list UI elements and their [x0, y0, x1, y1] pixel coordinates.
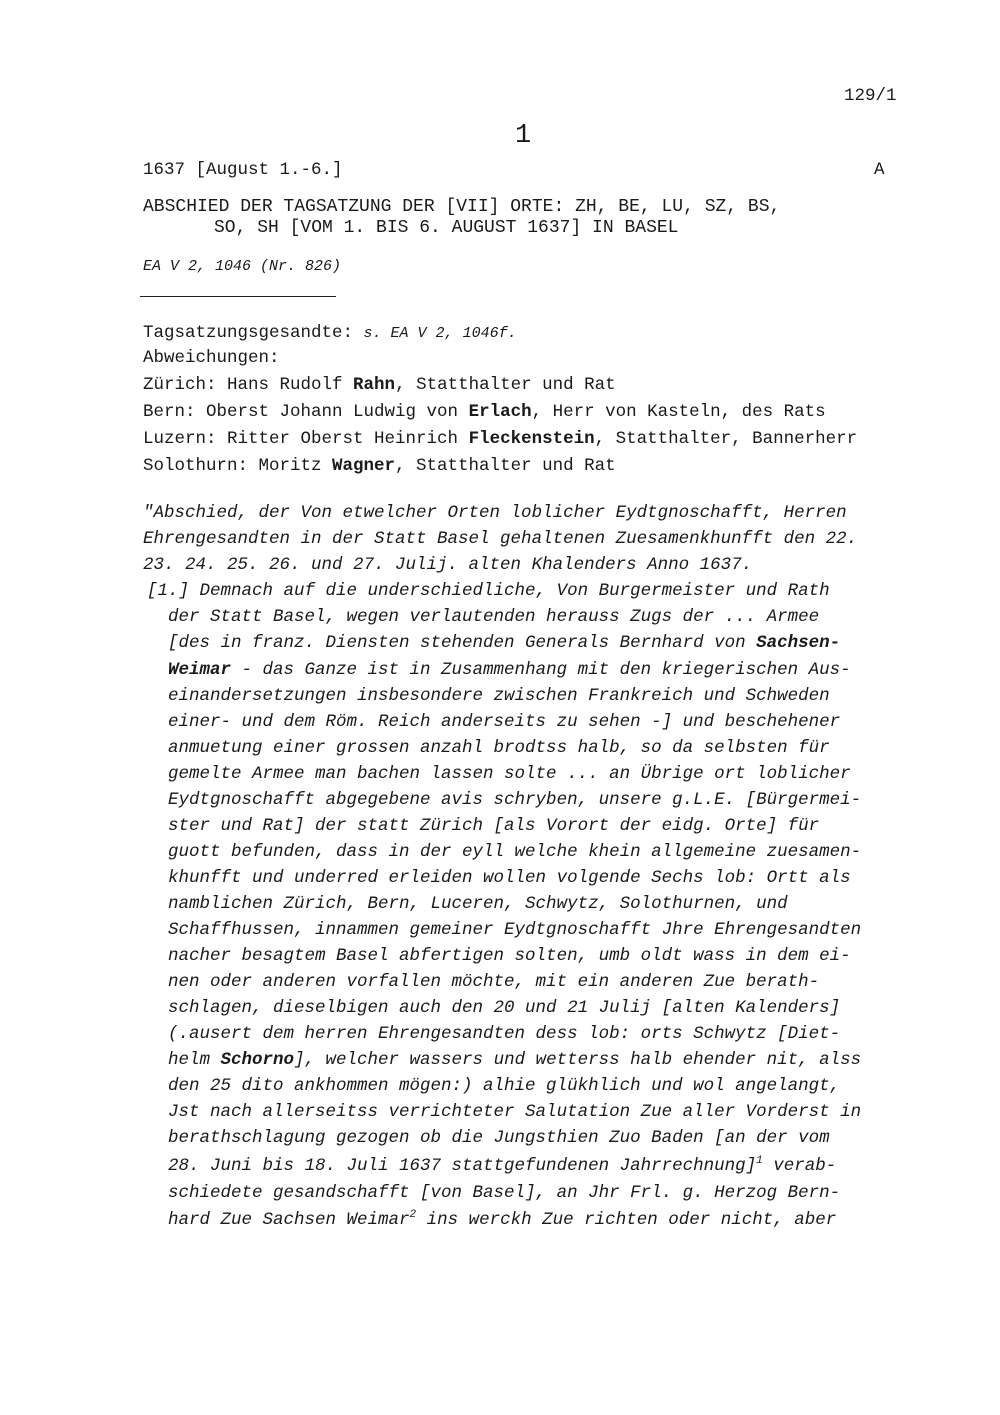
delegate-name: Erlach: [468, 402, 532, 422]
body-text: ins werckh Zue richten oder nicht, aber: [416, 1210, 837, 1230]
delegate-name: Fleckenstein: [468, 429, 595, 449]
delegate-text: , Statthalter und Rat: [395, 456, 616, 476]
deviations-label: Abweichungen:: [143, 348, 280, 368]
body-line: schlagen, dieselbigen auch den 20 und 21 Julij [alten Kalenders]: [168, 998, 841, 1018]
body-line: Schaffhussen, innammen gemeiner Eydtgnoschafft Jhre Ehrengesandten: [168, 920, 862, 940]
body-line: "Abschied, der Von etwelcher Orten loblicher Eydtgnoschafft, Herren: [143, 503, 847, 523]
delegate-name: Wagner: [332, 456, 396, 476]
divider-rule: [140, 296, 336, 297]
body-text: helm: [168, 1050, 221, 1070]
page-reference: 129/1: [844, 86, 897, 106]
body-line: schiedete gesandschafft [von Basel], an Jhr Frl. g. Herzog Bern-: [168, 1183, 841, 1203]
delegate-text: , Statthalter, Bannerherr: [594, 429, 858, 449]
body-line: nen oder anderen vorfallen möchte, mit ein anderen Zue berath-: [168, 972, 820, 992]
delegates-label: Tagsatzungsgesandte:: [143, 323, 364, 343]
delegate-entry: [143, 375, 616, 395]
body-line: [168, 1050, 861, 1070]
body-line: ster und Rat] der statt Zürich [als Vorort der eidg. Orte] für: [168, 816, 820, 836]
body-text: 28. Juni bis 18. Juli 1637 stattgefundenen Jahrrechnung]: [168, 1156, 757, 1176]
body-line: [1.] Demnach auf die underschiedliche, Von Burgermeister und Rath: [147, 581, 830, 601]
delegate-text: Luzern: Ritter Oberst Heinrich: [143, 429, 469, 449]
source-reference: EA V 2, 1046 (Nr. 826): [143, 258, 342, 275]
delegate-text: , Herr von Kasteln, des Rats: [531, 402, 826, 422]
body-line: der Statt Basel, wegen verlautenden herauss Zugs der ... Armee: [168, 607, 820, 627]
body-text: ], welcher wassers und wetterss halb ehender nit, alss: [294, 1050, 862, 1070]
body-line: Jst nach allerseitss verrichteter Salutation Zue aller Vorderst in: [168, 1102, 862, 1122]
title-line-2: SO, SH [VOM 1. BIS 6. AUGUST 1637] IN BASEL: [214, 218, 679, 238]
body-line: nacher besagtem Basel abfertigen solten, umb oldt wass in dem ei-: [168, 946, 851, 966]
document-number: 1: [515, 121, 532, 151]
body-line: gemelte Armee man bachen lassen solte ... an Übrige ort loblicher: [168, 764, 851, 784]
delegate-entry: [143, 456, 616, 476]
body-line: guott befunden, dass in der eyll welche khein allgemeine zuesamen-: [168, 842, 862, 862]
body-text: verab-: [762, 1156, 837, 1176]
person-name: Weimar: [168, 660, 232, 680]
delegate-text: , Statthalter und Rat: [395, 375, 616, 395]
body-line: 23. 24. 25. 26. und 27. Julij. alten Khalenders Anno 1637.: [143, 555, 753, 575]
delegate-text: Zürich: Hans Rudolf: [143, 375, 354, 395]
delegate-text: Bern: Oberst Johann Ludwig von: [143, 402, 469, 422]
delegate-entry: [143, 429, 857, 449]
body-line: einer- und dem Röm. Reich anderseits zu sehen -] und beschehener: [168, 712, 841, 732]
body-line: Ehrengesandten in der Statt Basel gehaltenen Zuesamenkhunfft den 22.: [143, 529, 858, 549]
body-line: berathschlagung gezogen ob die Jungsthien Zuo Baden [an der vom: [168, 1128, 830, 1148]
body-line: [168, 1156, 836, 1176]
body-line: [168, 633, 840, 653]
body-line: einandersetzungen insbesondere zwischen Frankreich und Schweden: [168, 686, 830, 706]
delegates-reference: s. EA V 2, 1046f.: [363, 325, 517, 342]
body-line: (.ausert dem herren Ehrengesandten dess lob: orts Schwytz [Diet-: [168, 1024, 841, 1044]
body-text: - das Ganze ist in Zusammenhang mit den kriegerischen Aus-: [231, 660, 851, 680]
person-name: Sachsen-: [756, 633, 841, 653]
footnote-marker: 2: [409, 1209, 417, 1222]
footnote-marker: 1: [756, 1155, 763, 1168]
body-line: namblichen Zürich, Bern, Luceren, Schwytz, Solothurnen, und: [168, 894, 788, 914]
body-line: [168, 660, 851, 680]
document-date: 1637 [August 1.-6.]: [143, 160, 343, 180]
delegate-entry: [143, 402, 826, 422]
document-letter: A: [874, 160, 885, 180]
body-text: hard Zue Sachsen Weimar: [168, 1210, 410, 1230]
delegate-name: Rahn: [353, 375, 396, 395]
body-text: [des in franz. Diensten stehenden Generals Bernhard von: [168, 633, 757, 653]
body-line: [168, 1210, 836, 1230]
title-line-1: ABSCHIED DER TAGSATZUNG DER [VII] ORTE: ZH, BE, LU, SZ, BS,: [143, 197, 781, 217]
body-line: den 25 dito ankhommen mögen:) alhie glükhlich und wol angelangt,: [168, 1076, 841, 1096]
person-name: Schorno: [220, 1050, 295, 1070]
body-line: anmuetung einer grossen anzahl brodtss halb, so da selbsten für: [168, 738, 830, 758]
body-line: Eydtgnoschafft abgegebene avis schryben, unsere g.L.E. [Bürgermei-: [168, 790, 862, 810]
delegate-text: Solothurn: Moritz: [143, 456, 333, 476]
delegates-line: [143, 323, 517, 344]
body-line: khunfft und underred erleiden wollen volgende Sechs lob: Ortt als: [168, 868, 851, 888]
